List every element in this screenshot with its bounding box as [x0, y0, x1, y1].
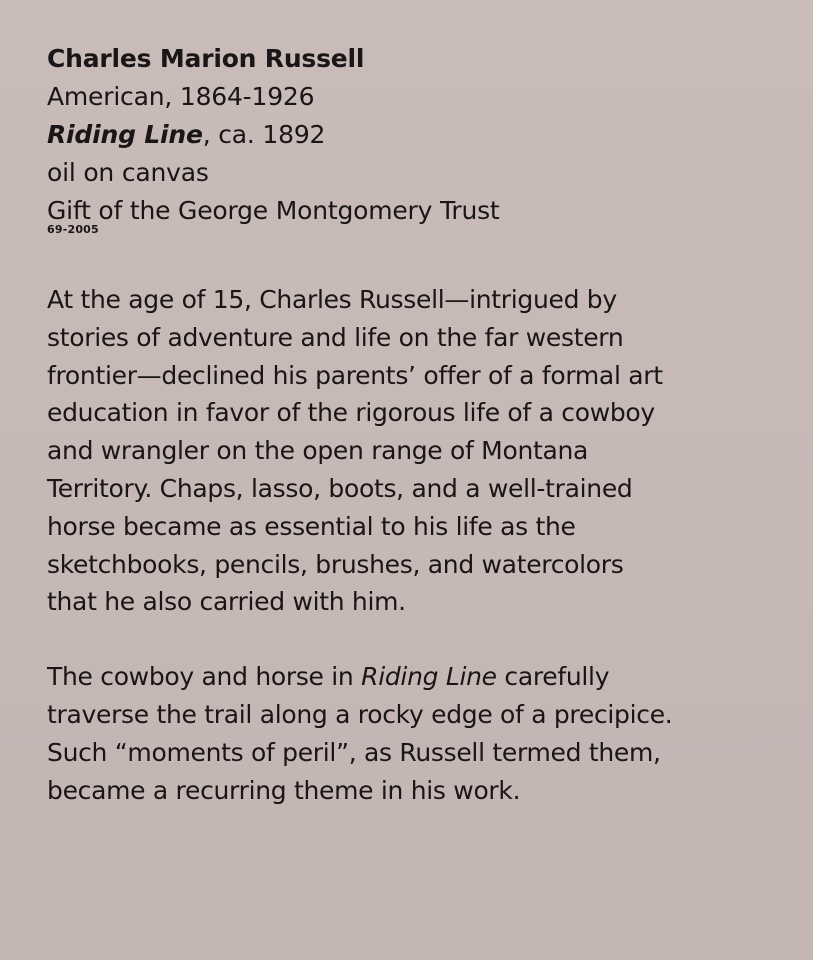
paragraph-1-line: At the age of 15, Charles Russell—intrigued by	[47, 285, 617, 314]
museum-wall-label	[47, 40, 787, 809]
paragraph-2-line: traverse the trail along a rocky edge of a precipice.	[47, 699, 673, 729]
paragraph-2-line: became a recurring theme in his work.	[47, 775, 521, 805]
artwork-date: , ca. 1892	[202, 120, 326, 149]
paragraph-2-artwork-title: Riding Line	[361, 662, 497, 692]
paragraph-2-text: The cowboy and horse in	[47, 662, 362, 692]
artwork-title: Riding Line	[47, 120, 203, 149]
paragraph-1-line: education in favor of the rigorous life of a cowboy	[47, 398, 655, 428]
paragraph-1-line: Territory. Chaps, lasso, boots, and a well-trained	[47, 473, 633, 503]
artwork-medium: oil on canvas	[47, 158, 209, 187]
paragraph-1-line: frontier—declined his parents’ offer of a formal art	[47, 360, 663, 390]
accession-number: 69-2005	[47, 223, 99, 236]
credit-line: Gift of the George Montgomery Trust	[47, 196, 500, 225]
paragraph-2-line	[47, 658, 787, 696]
paragraph-1	[47, 281, 787, 621]
label-body	[47, 281, 787, 809]
paragraph-1-line: and wrangler on the open range of Montana	[47, 436, 589, 466]
paragraph-2-text: carefully	[496, 662, 610, 692]
paragraph-2-line: Such “moments of peril”, as Russell termed them,	[47, 737, 661, 767]
paragraph-1-line: stories of adventure and life on the far western	[47, 322, 624, 352]
paragraph-2	[47, 658, 787, 809]
label-header	[47, 40, 787, 236]
paragraph-1-line: sketchbooks, pencils, brushes, and watercolors	[47, 549, 624, 579]
paragraph-1-line: that he also carried with him.	[47, 587, 406, 617]
artist-nationality-dates: American, 1864-1926	[47, 82, 315, 111]
artist-name: Charles Marion Russell	[47, 44, 365, 73]
paragraph-1-line: horse became as essential to his life as the	[47, 511, 576, 541]
artwork-title-line	[47, 116, 787, 154]
